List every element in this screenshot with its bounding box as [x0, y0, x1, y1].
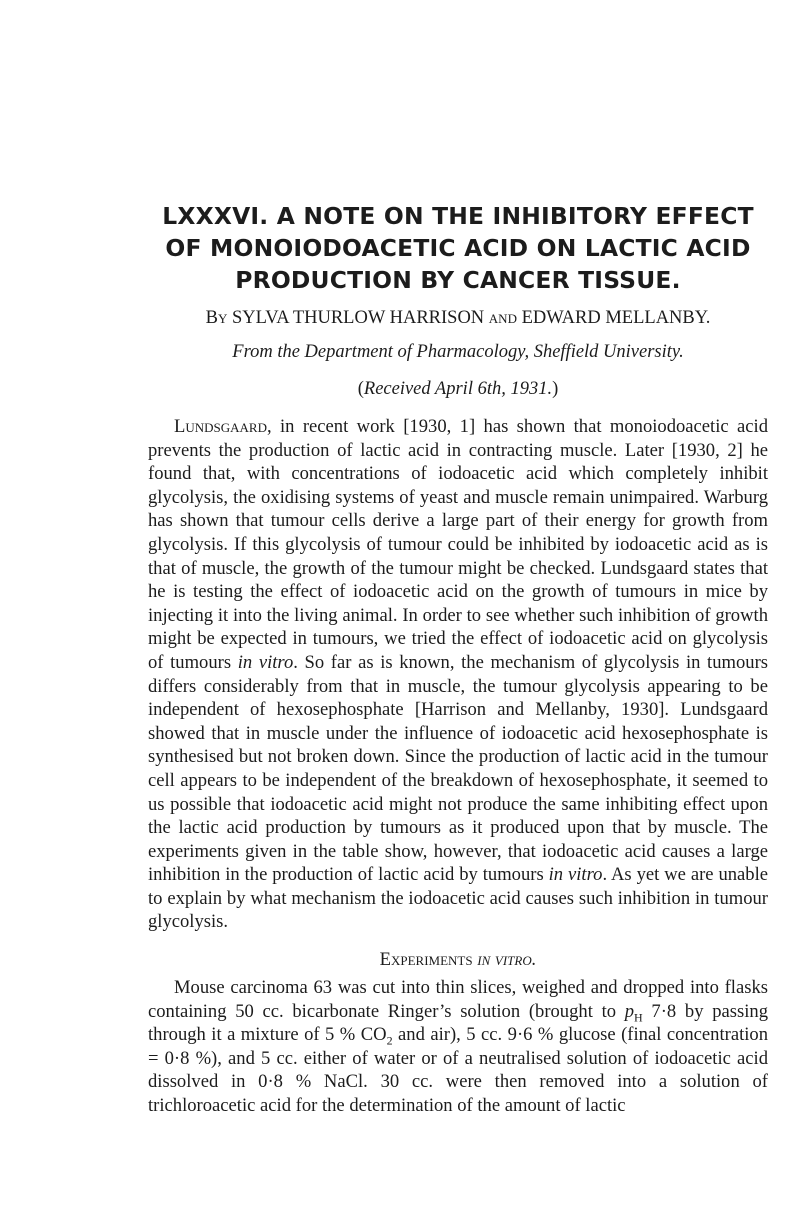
methods-ph-sub: H [634, 1010, 643, 1025]
author-line [148, 306, 768, 330]
section-heading-italic: in vitro. [477, 949, 537, 971]
author-and: and [488, 308, 517, 328]
methods-text-part-1: Mouse carcinoma 63 was cut into thin slices, weighed and dropped into flasks containing 50 cc. bicarbonate Ringer’s solution (brought to [148, 977, 768, 1022]
intro-lead-word: Lundsgaard, [174, 416, 272, 437]
section-heading [148, 948, 768, 972]
intro-text-part-3: . As yet we are unable to explain by what mechanism the iodoacetic acid causes such inhibition in tumour glycolysis. [148, 864, 769, 933]
intro-text-part-2: . So far as is known, the mechanism of glycolysis in tumours differs considerably from that in muscle, the tumour glycolysis appearing to be independent of hexosephosphate [Harrison and Mellanby, 1930]. Lundsgaard showed that in muscle under the influence of iodoacetic acid hexosephosphate is synthesised but not broken down. Since the production of lactic acid in the tumour cell appears to be independent of the breakdown of hexosephosphate, it seemed to us possible that iodoacetic acid might not produce the same inhibiting effect upon the lactic acid production by tumours as it produced upon that by muscle. The experiments given in the table show, however, that iodoacetic acid causes a large inhibition in the production of lactic acid by tumours [148, 651, 769, 886]
title-line-3: PRODUCTION BY CANCER TISSUE. [235, 266, 681, 294]
affiliation: From the Department of Pharmacology, Sheffield University. [232, 342, 684, 362]
methods-text-part-2: 7·8 by passing through it a mixture of 5 % CO [148, 1000, 769, 1046]
methods-text-part-3: and air), 5 cc. 9·6 % glucose (final concentration = 0·8 %), and 5 cc. either of water or of a neutralised solution of iodoacetic acid dissolved in 0·8 % NaCl. 30 cc. were then removed into a solution of trichloroacetic acid for the determination of the amount of lactic [148, 1024, 769, 1117]
author-1: SYLVA THURLOW HARRISON [231, 308, 485, 328]
intro-in-vitro-2: in vitro [548, 864, 603, 886]
paper-title [148, 200, 768, 296]
title-line-2: OF MONOIODOACETIC ACID ON LACTIC ACID [165, 234, 751, 262]
received-text: Received April 6th, 1931. [363, 379, 553, 399]
intro-in-vitro-1: in vitro [237, 651, 294, 673]
intro-paragraph [148, 415, 768, 934]
methods-ph: p [624, 1000, 635, 1022]
author-2: EDWARD MELLANBY. [521, 308, 711, 328]
methods-text [148, 976, 768, 1118]
received-date: (Received April 6th, 1931.) [357, 379, 559, 399]
methods-co2-sub: 2 [386, 1033, 393, 1048]
paper-page [148, 200, 768, 1118]
author-by: By [205, 308, 228, 328]
methods-paragraph [148, 976, 768, 1118]
intro-text [148, 415, 768, 934]
title-line-1: LXXXVI. A NOTE ON THE INHIBITORY EFFECT [162, 202, 754, 230]
intro-text-part-1: in recent work [1930, 1] has shown that monoiodoacetic acid prevents the production of lactic acid in contracting muscle. Later [1930, 2] he found that, with concentrations of iodoacetic acid which completely inhibit glycolysis, the oxidising systems of yeast and muscle remain unimpaired. Warburg has shown that tumour cells derive a large part of their energy for growth from glycolysis. If this glycolysis of tumour could be inhibited by iodoacetic acid as is that of muscle, the growth of the tumour might be checked. Lundsgaard states that he is testing the effect of iodoacetic acid on the growth of tumours in mice by injecting it into the living animal. In order to see whether such inhibition of growth might be expected in tumours, we tried the effect of iodoacetic acid on glycolysis of tumours [148, 416, 768, 673]
section-heading-lead: Experiments [379, 949, 473, 971]
